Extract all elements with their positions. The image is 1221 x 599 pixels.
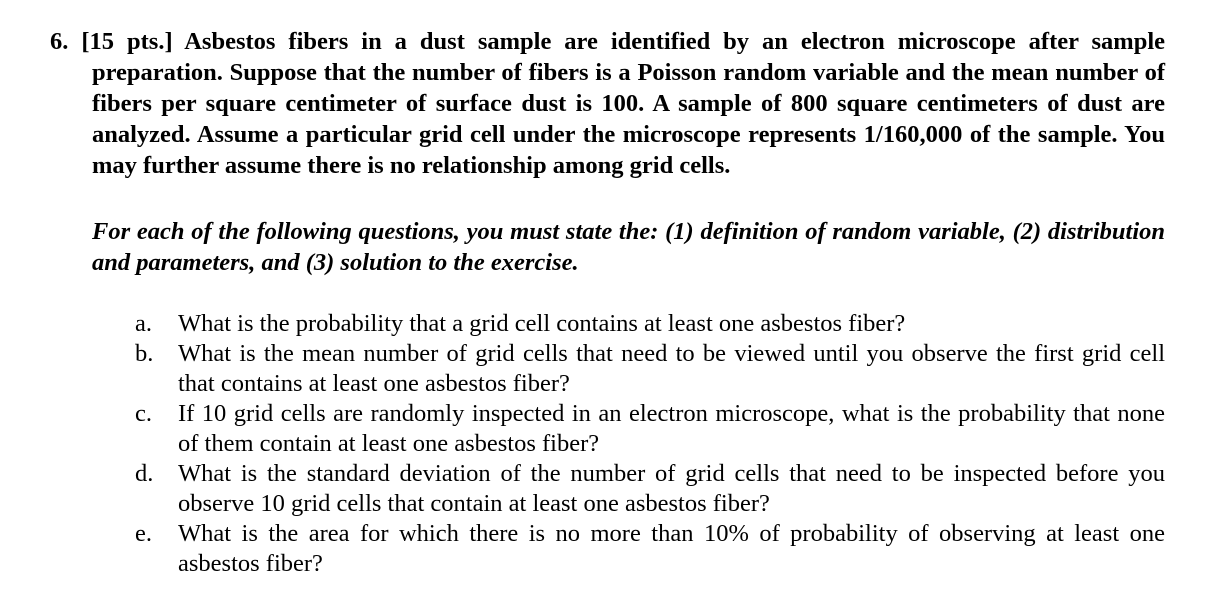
- question-letter: c.: [135, 400, 152, 427]
- problem-points: [15 pts.]: [81, 28, 173, 55]
- problem-6: [50, 26, 1165, 181]
- problem-stem-text: Asbestos fibers in a dust sample are identified by an electron microscope after sample preparation. Suppose that the number of fibers is a Poisson random variable and the mean number of fibers per square centimeter of surface dust is 100. A sample of 800 square centimeters of dust are analyzed. Assume a particular grid cell under the microscope represents 1/160,000 of the sample. You may further assume there is no relationship among grid cells.: [92, 28, 1166, 179]
- question-item-d: [135, 459, 1165, 519]
- question-text: What is the standard deviation of the number of grid cells that need to be inspected before you observe 10 grid cells that contain at least one asbestos fiber?: [178, 460, 1165, 517]
- question-letter: a.: [135, 310, 152, 337]
- question-item-a: [135, 309, 1165, 339]
- question-item-c: [135, 399, 1165, 459]
- problem-statement: [50, 26, 1165, 181]
- question-item-e: [135, 519, 1165, 579]
- instructions: For each of the following questions, you must state the: (1) definition of random variable, (2) distribution and parameters, and (3) solution to the exercise.: [92, 218, 1165, 276]
- question-text: If 10 grid cells are randomly inspected in an electron microscope, what is the probability that none of them contain at least one asbestos fiber?: [178, 400, 1165, 457]
- question-text: What is the probability that a grid cell contains at least one asbestos fiber?: [178, 310, 906, 337]
- question-letter: d.: [135, 460, 154, 487]
- question-text: What is the mean number of grid cells that need to be viewed until you observe the first grid cell that contains at least one asbestos fiber?: [178, 340, 1165, 397]
- question-text: What is the area for which there is no more than 10% of probability of observing at least one asbestos fiber?: [178, 520, 1165, 577]
- problem-number: 6.: [50, 28, 69, 55]
- question-item-b: [135, 339, 1165, 399]
- question-letter: e.: [135, 520, 152, 547]
- question-letter: b.: [135, 340, 154, 367]
- question-list: [135, 309, 1165, 579]
